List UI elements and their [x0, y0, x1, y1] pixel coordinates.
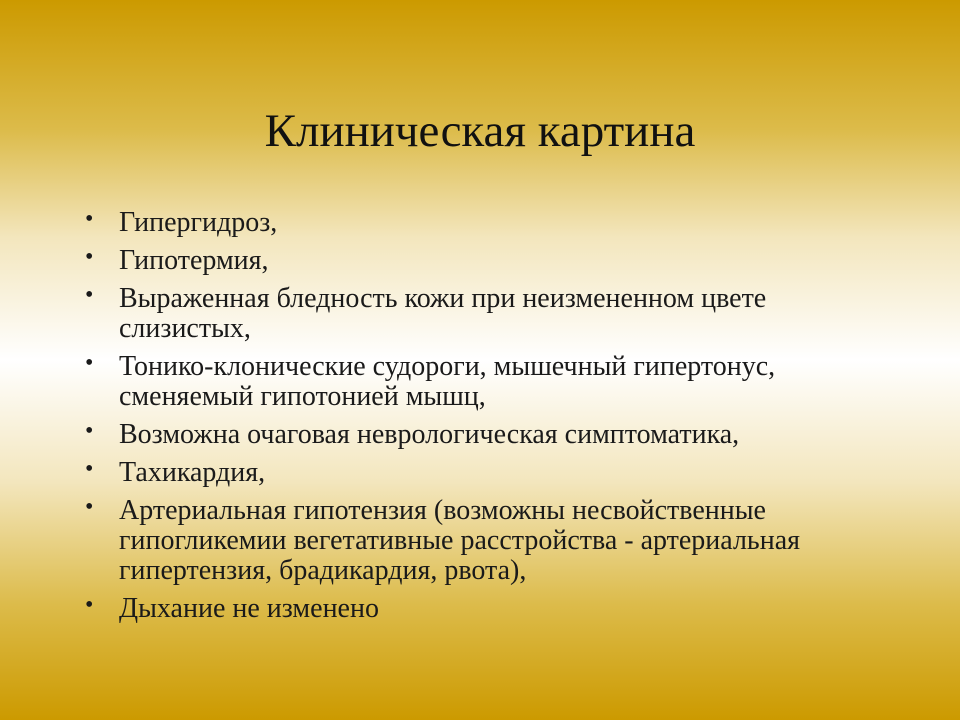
bullet-text: Выраженная бледность кожи при неизмененном цвете слизистых, — [119, 283, 767, 344]
bullet-item — [85, 246, 905, 276]
bullet-text: Артериальная гипотензия (возможны несвойственные гипогликемии вегетативные расстройства - артериальная гипертензия, брадикардия, рвота), — [119, 495, 800, 586]
bullet-dot-icon: • — [85, 592, 94, 618]
bullet-item — [85, 352, 905, 412]
bullet-dot-icon: • — [85, 494, 94, 520]
bullet-item — [85, 458, 905, 488]
bullet-text: Гипергидроз, — [119, 207, 278, 238]
bullet-item — [85, 420, 905, 450]
bullet-text: Тонико-клонические судороги, мышечный гипертонус, сменяемый гипотонией мышц, — [119, 351, 776, 412]
bullet-text: Гипотермия, — [119, 245, 269, 276]
bullet-item — [85, 594, 905, 624]
bullet-list — [85, 208, 905, 632]
bullet-dot-icon: • — [85, 456, 94, 482]
bullet-dot-icon: • — [85, 282, 94, 308]
bullet-item — [85, 208, 905, 238]
bullet-dot-icon: • — [85, 206, 94, 232]
bullet-text: Дыхание не изменено — [119, 593, 379, 624]
bullet-dot-icon: • — [85, 244, 94, 270]
bullet-item — [85, 496, 905, 586]
bullet-dot-icon: • — [85, 418, 94, 444]
bullet-dot-icon: • — [85, 350, 94, 376]
bullet-item — [85, 284, 905, 344]
bullet-text: Возможна очаговая неврологическая симптоматика, — [119, 419, 740, 450]
bullet-text: Тахикардия, — [119, 457, 266, 488]
slide-title: Клиническая картина — [264, 105, 696, 157]
